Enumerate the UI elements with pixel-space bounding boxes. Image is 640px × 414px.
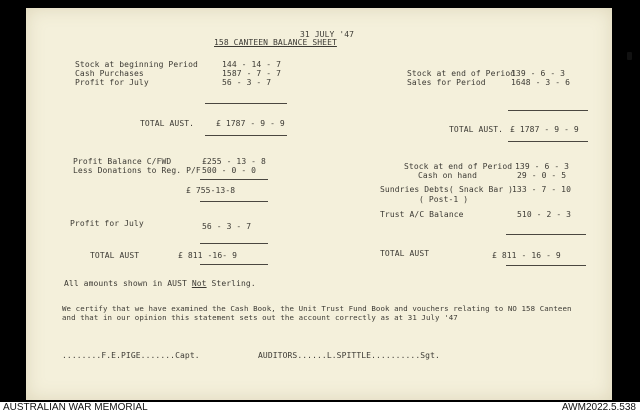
left-bottom-total-value: £ 811 -16- 9 [178,251,237,260]
sundries-snack-bar: Snack Bar ) [459,185,514,194]
sundries-post: ( Post-1 ) [419,195,469,204]
right-bottom-total-value: £ 811 - 16 - 9 [492,251,561,260]
archive-caption-bar [0,402,640,414]
profit-july-value: 56 - 3 - 7 [222,78,272,87]
right-bottom-total-rule [506,265,586,266]
stock-beginning-value: 144 - 14 - 7 [222,60,281,69]
signature-captain: ........F.E.PIGE.......Capt. [62,351,200,360]
profit-july-label: Profit for July [75,78,149,87]
left-top-total-rule [205,135,287,136]
punch-hole [627,52,632,60]
certification-line-2: and that in our opinion this statement sets out the account correctly as at 31 July '47 [62,313,458,322]
archive-accession-number: AWM2022.5.538 [561,402,636,413]
left-top-total-label: TOTAL AUST. [140,119,195,128]
left-bottom-rule-3 [200,243,268,244]
left-bottom-subtotal: £ 755-13-8 [186,186,236,195]
amounts-note: All amounts shown in AUST Not Sterling. [64,279,256,288]
right-top-total-rule [508,141,588,142]
profit-balance-value: £255 - 13 - 8 [202,157,266,166]
stock-beginning-label: Stock at beginning Period [75,60,198,69]
signature-auditor: AUDITORS......L.SPITTLE..........Sgt. [258,351,440,360]
cash-on-hand-value: 29 - 0 - 5 [517,171,567,180]
profit-for-july-value: 56 - 3 - 7 [202,222,252,231]
amounts-note-not: Not [191,279,207,288]
stock-end-label: Stock at end of Period [407,69,516,78]
cash-purchases-label: Cash Purchases [75,69,144,78]
sales-period-value: 1648 - 3 - 6 [511,78,570,87]
sales-period-label: Sales for Period [407,78,486,87]
left-top-rule [205,103,287,104]
left-bottom-rule-1 [200,179,268,180]
trust-balance-value: 510 - 2 - 3 [517,210,572,219]
stock-end-value: 139 - 6 - 3 [511,69,566,78]
document-title: 158 CANTEEN BALANCE SHEET [214,38,337,47]
right-bottom-rule [506,234,586,235]
right-top-total-label: TOTAL AUST. [449,125,504,134]
left-top-total-value: £ 1787 - 9 - 9 [216,119,285,128]
left-bottom-total-rule [200,264,268,265]
archive-name: AUSTRALIAN WAR MEMORIAL [3,402,148,413]
certification-line-1: We certify that we have examined the Cash Book, the Unit Trust Fund Book and vouchers relating to NO 158 Canteen [62,304,572,313]
stock-end-period-value: 139 - 6 - 3 [515,162,570,171]
donations-label: Less Donations to Reg. P/F [73,166,201,175]
trust-balance-label: Trust A/C Balance [380,210,464,219]
right-top-total-value: £ 1787 - 9 - 9 [510,125,579,134]
cash-purchases-value: 1587 - 7 - 7 [222,69,281,78]
document-date: 31 JULY '47 [300,30,355,39]
sundries-value: 133 - 7 - 10 [512,185,571,194]
donations-value: 500 - 0 - 0 [202,166,257,175]
sundries-label: Sundries Debts( [380,185,454,194]
right-bottom-total-label: TOTAL AUST [380,249,430,258]
left-bottom-rule-2 [200,201,268,202]
profit-for-july-label: Profit for July [70,219,144,228]
right-top-rule [508,110,588,111]
cash-on-hand-label: Cash on hand [418,171,477,180]
profit-balance-label: Profit Balance C/FWD [73,157,172,166]
left-bottom-total-label: TOTAL AUST [90,251,140,260]
stock-end-period-label: Stock at end of Period [404,162,513,171]
